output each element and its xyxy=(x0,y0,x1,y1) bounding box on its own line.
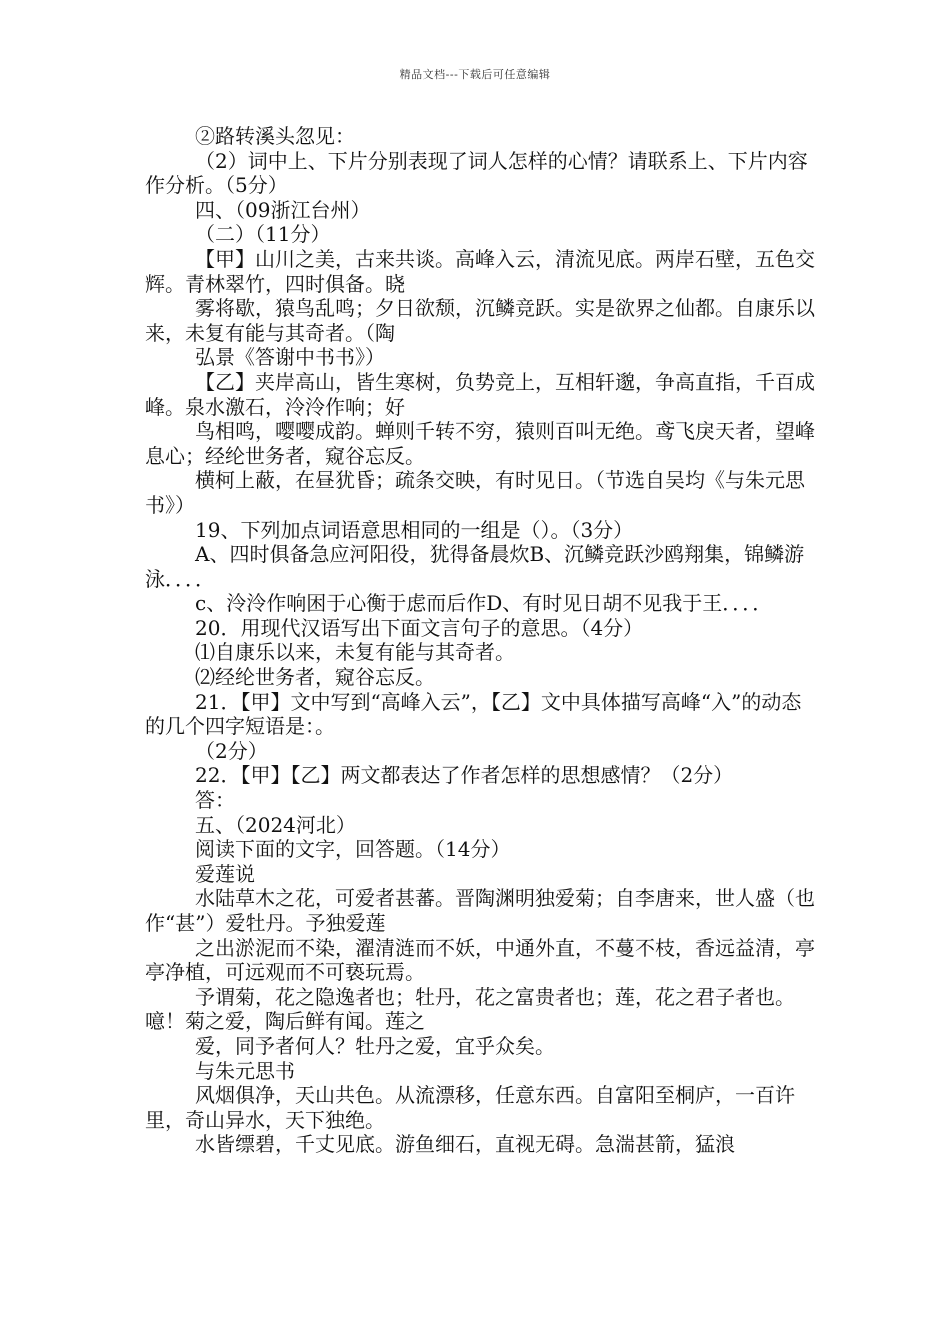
text-line: 风烟俱净，天山共色。从流漂移，任意东西。自富阳至桐庐，一百许里，奇山异水，天下独绝。 xyxy=(145,1083,795,1132)
section-heading: 五、（2024河北） xyxy=(195,812,356,837)
text-line: 之出淤泥而不染，濯清涟而不妖，中通外直，不蔓不枝，香远益清，亭亭净植，可远观而不可亵玩焉。 xyxy=(145,935,815,985)
text-line: ②路转溪头忽见： xyxy=(195,124,355,148)
section-heading: 四、（09浙江台州） xyxy=(195,197,371,222)
text-line: 水陆草木之花，可爱者甚蕃。晋陶渊明独爱菊；自李唐来，世人盛（也作“甚”）爱牡丹。予独爱莲 xyxy=(145,886,815,935)
text-line: （二）（11分） xyxy=(195,222,331,247)
question-line: 19、下列加点词语意思相同的一组是（）。（3分） xyxy=(195,517,634,542)
text-line: 雾将歇，猿鸟乱鸣；夕日欲颓，沉鳞竞跃。实是欲界之仙都。自康乐以来，未复有能与其奇者。（陶 xyxy=(145,296,815,345)
page-header: 精品文档---下载后可任意编辑 xyxy=(399,68,551,81)
text-line: 鸟相鸣，嘤嘤成韵。蝉则千转不穷，猿则百叫无绝。鸢飞戾天者，望峰息心；经纶世务者，窥谷忘反。 xyxy=(145,419,815,468)
text-line: 弘景《答谢中书书》） xyxy=(195,345,385,370)
text-line: 水皆缥碧，千丈见底。游鱼细石，直视无碍。急湍甚箭，猛浪 xyxy=(195,1132,735,1157)
document-body xyxy=(145,124,815,1157)
question-line: 22．【甲】【乙】两文都表达了作者怎样的思想感情？（2分） xyxy=(195,763,734,788)
text-line: ⑴自康乐以来，未复有能与其奇者。 xyxy=(195,640,515,665)
passage-title: 爱莲说 xyxy=(195,861,255,886)
passage-title: 与朱元思书 xyxy=(195,1058,295,1083)
text-line: （2）词中上、下片分别表现了词人怎样的心情？请联系上、下片内容作分析。（5分） xyxy=(145,148,808,198)
option-line: c、泠泠作响困于心衡于虑而后作D、有时见日胡不见我于王．．．． xyxy=(195,591,773,616)
text-line: 予谓菊，花之隐逸者也；牡丹，花之富贵者也；莲，花之君子者也。噫！菊之爱，陶后鲜有闻。莲之 xyxy=(145,984,795,1034)
text-line: （2分） xyxy=(195,738,268,763)
text-line: 【甲】山川之美，古来共谈。高峰入云，清流见底。两岸石壁，五色交辉。青林翠竹，四时俱备。晓 xyxy=(145,246,815,296)
answer-line: 答： xyxy=(195,788,235,813)
text-line: 【乙】夹岸高山，皆生寒树，负势竞上，互相轩邈，争高直指，千百成峰。泉水激石，泠泠作响；好 xyxy=(145,369,815,419)
text-line: 爱，同予者何人？牡丹之爱，宜乎众矣。 xyxy=(195,1033,555,1058)
question-line: 21．【甲】文中写到“高峰入云”，【乙】文中具体描写高峰“入”的动态的几个四字短语是：。 xyxy=(145,689,802,739)
text-line: 阅读下面的文字，回答题。（14分） xyxy=(195,837,511,862)
text-line: ⑵经纶世务者，窥谷忘反。 xyxy=(195,665,435,690)
option-line: A、四时俱备急应河阳役，犹得备晨炊B、沉鳞竞跃沙鸥翔集，锦鳞游泳．．．． xyxy=(145,542,805,591)
question-line: 20．用现代汉语写出下面文言句子的意思。（4分） xyxy=(195,615,644,640)
text-line: 横柯上蔽，在昼犹昏；疏条交映，有时见日。（节选自吴均《与朱元思书》） xyxy=(145,468,805,517)
